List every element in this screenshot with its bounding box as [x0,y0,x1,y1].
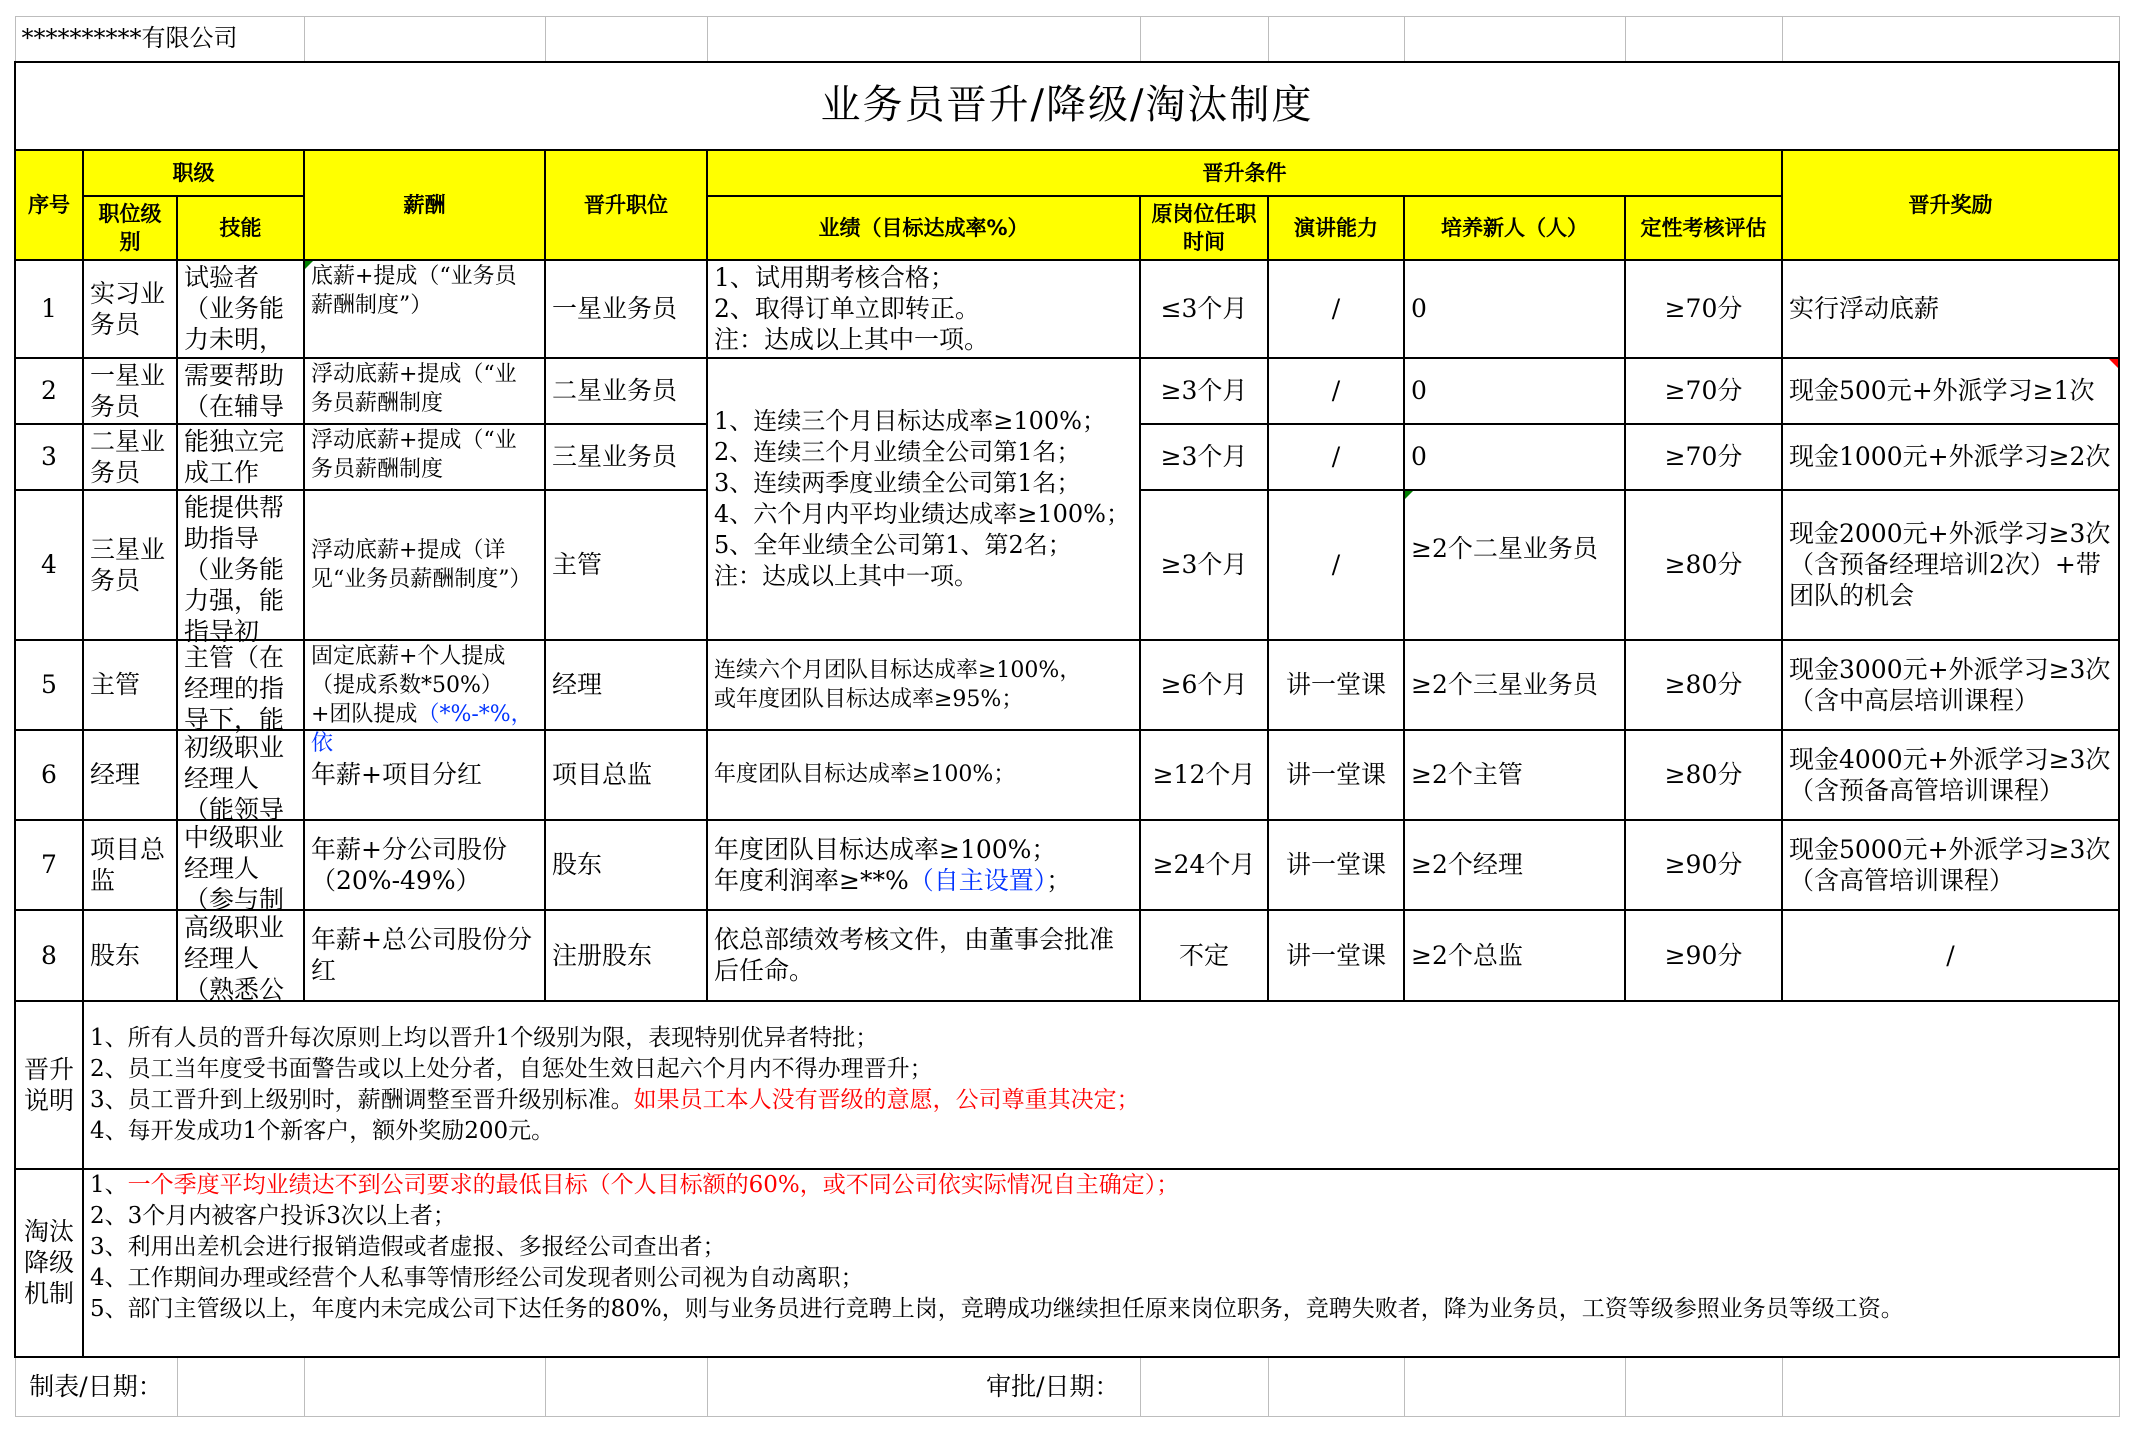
promote-to: 一星业务员 [545,260,707,358]
level: 实习业务员 [83,260,177,358]
promote-to: 二星业务员 [545,358,707,424]
performance: 年度团队目标达成率≥100%； 年度利润率≥**%（自主设置）； [707,820,1140,910]
assess: ≥70分 [1625,358,1782,424]
skill: 高级职业经理人（熟悉公 [177,910,304,1001]
page-title: 业务员晋升/降级/淘汰制度 [15,62,2119,150]
speech: 讲一堂课 [1268,820,1404,910]
train: ≥2个经理 [1404,820,1625,910]
assess: ≥70分 [1625,260,1782,358]
skill: 中级职业经理人（参与制 [177,820,304,910]
assess: ≥80分 [1625,640,1782,730]
tenure: ≤3个月 [1140,260,1268,358]
train: 0 [1404,358,1625,424]
promote-to: 股东 [545,820,707,910]
speech: 讲一堂课 [1268,730,1404,820]
company-name: **********有限公司 [15,17,304,62]
reward: 现金500元+外派学习≥1次 [1782,358,2119,424]
tenure: ≥3个月 [1140,358,1268,424]
tenure: ≥3个月 [1140,424,1268,490]
performance: 年度团队目标达成率≥100%； [707,730,1140,820]
salary: 浮动底薪+提成（详见“业务员薪酬制度”） [304,490,545,640]
header-speech: 演讲能力 [1268,196,1404,260]
level: 二星业务员 [83,424,177,490]
train: 0 [1404,260,1625,358]
speech: 讲一堂课 [1268,640,1404,730]
header-train: 培养新人（人） [1404,196,1625,260]
table-row [15,260,2119,358]
assess: ≥80分 [1625,730,1782,820]
header-conditions: 晋升条件 [707,150,1782,196]
salary: 年薪+项目分红 [304,730,545,820]
tenure: ≥6个月 [1140,640,1268,730]
table-row [15,640,2119,730]
promote-to: 主管 [545,490,707,640]
train: 0 [1404,424,1625,490]
elimination-notes [15,1169,2119,1357]
seq: 2 [15,358,83,424]
promotion-notes [15,1001,2119,1169]
train: ≥2个主管 [1404,730,1625,820]
salary: 底薪+提成（“业务员薪酬制度”） [304,260,545,358]
speech: / [1268,358,1404,424]
level: 经理 [83,730,177,820]
performance: 依总部绩效考核文件，由董事会批准后任命。 [707,910,1140,1001]
header-promote-to: 晋升职位 [545,150,707,260]
promote-to: 注册股东 [545,910,707,1001]
seq: 3 [15,424,83,490]
level: 项目总监 [83,820,177,910]
reward: 实行浮动底薪 [1782,260,2119,358]
assess: ≥70分 [1625,424,1782,490]
header-tenure: 原岗位任职时间 [1140,196,1268,260]
signature-row [15,1357,2119,1417]
skill: 能独立完成工作 [177,424,304,490]
train: ≥2个三星业务员 [1404,640,1625,730]
seq: 7 [15,820,83,910]
reward: 现金2000元+外派学习≥3次（含预备经理培训2次）+带团队的机会 [1782,490,2119,640]
reward: / [1782,910,2119,1001]
tenure: 不定 [1140,910,1268,1001]
approve-date-label: 审批/日期： [707,1357,1140,1417]
promote-to: 经理 [545,640,707,730]
header-reward: 晋升奖励 [1782,150,2119,260]
salary: 浮动底薪+提成（“业务员薪酬制度 [304,424,545,490]
skill: 试验者（业务能力未明， [177,260,304,358]
elimination-notes-label: 淘汰降级机制 [15,1169,83,1357]
salary: 固定底薪+个人提成（提成系数*50%）+团队提成（*%-*%，依 [304,640,545,730]
level: 三星业务员 [83,490,177,640]
promote-to: 三星业务员 [545,424,707,490]
skill: 需要帮助（在辅导 [177,358,304,424]
level: 主管 [83,640,177,730]
speech: 讲一堂课 [1268,910,1404,1001]
promotion-notes-label: 晋升说明 [15,1001,83,1169]
salary: 年薪+总公司股份分红 [304,910,545,1001]
elimination-notes-text: 1、一个季度平均业绩达不到公司要求的最低目标（个人目标额的60%，或不同公司依实际情况自主确定）； 2、3个月内被客户投诉3次以上者； 3、利用出差机会进行报销造假或者虚报、多报经公司查出者； 4、工作期间办理或经营个人私事等情形经公司发现者则公司视为自动离职； 5、部门主管级以上，年度内未完成公司下达任务的80%，则与业务员进行竞聘上岗，竞聘成功继续担任原来岗位职务，竞聘失败者，降为业务员，工资等级参照业务员等级工资。 [83,1169,2119,1357]
header-salary: 薪酬 [304,150,545,260]
seq: 5 [15,640,83,730]
tenure: ≥3个月 [1140,490,1268,640]
tenure: ≥12个月 [1140,730,1268,820]
seq: 8 [15,910,83,1001]
skill: 能提供帮助指导（业务能力强，能指导初 [177,490,304,640]
header-seq: 序号 [15,150,83,260]
train: ≥2个总监 [1404,910,1625,1001]
level: 一星业务员 [83,358,177,424]
assess: ≥90分 [1625,910,1782,1001]
maker-date-label: 制表/日期： [15,1357,177,1417]
speech: / [1268,260,1404,358]
seq: 6 [15,730,83,820]
reward: 现金4000元+外派学习≥3次（含预备高管培训课程） [1782,730,2119,820]
table-row [15,358,2119,424]
train: ≥2个二星业务员 [1404,490,1625,640]
header-assess: 定性考核评估 [1625,196,1782,260]
level: 股东 [83,910,177,1001]
header-performance: 业绩（目标达成率%） [707,196,1140,260]
seq: 1 [15,260,83,358]
table-row [15,910,2119,1001]
regulation-sheet [14,16,2120,1417]
reward: 现金5000元+外派学习≥3次（含高管培训课程） [1782,820,2119,910]
speech: / [1268,490,1404,640]
promote-to: 项目总监 [545,730,707,820]
assess: ≥90分 [1625,820,1782,910]
performance: 1、试用期考核合格； 2、取得订单立即转正。 注：达成以上其中一项。 [707,260,1140,358]
reward: 现金1000元+外派学习≥2次 [1782,424,2119,490]
skill: 初级职业经理人（能领导 [177,730,304,820]
header-level: 职位级别 [83,196,177,260]
tenure: ≥24个月 [1140,820,1268,910]
performance: 1、连续三个月目标达成率≥100%； 2、连续三个月业绩全公司第1名； 3、连续两季度业绩全公司第1名； 4、六个月内平均业绩达成率≥100%； 5、全年业绩全公司第1、第2名； 注：达成以上其中一项。 [707,358,1140,640]
seq: 4 [15,490,83,640]
assess: ≥80分 [1625,490,1782,640]
promotion-notes-text: 1、所有人员的晋升每次原则上均以晋升1个级别为限，表现特别优异者特批； 2、员工当年度受书面警告或以上处分者，自惩处生效日起六个月内不得办理晋升； 3、员工晋升到上级别时，薪酬调整至晋升级别标准。如果员工本人没有晋级的意愿，公司尊重其决定； 4、每开发成功1个新客户，额外奖励200元。 [83,1001,2119,1169]
performance: 连续六个月团队目标达成率≥100%， 或年度团队目标达成率≥95%； [707,640,1140,730]
reward: 现金3000元+外派学习≥3次（含中高层培训课程） [1782,640,2119,730]
salary: 浮动底薪+提成（“业务员薪酬制度 [304,358,545,424]
speech: / [1268,424,1404,490]
header-skill: 技能 [177,196,304,260]
table-row [15,820,2119,910]
salary: 年薪+分公司股份（20%-49%） [304,820,545,910]
header-grade: 职级 [83,150,304,196]
skill: 主管（在经理的指导下，能 [177,640,304,730]
